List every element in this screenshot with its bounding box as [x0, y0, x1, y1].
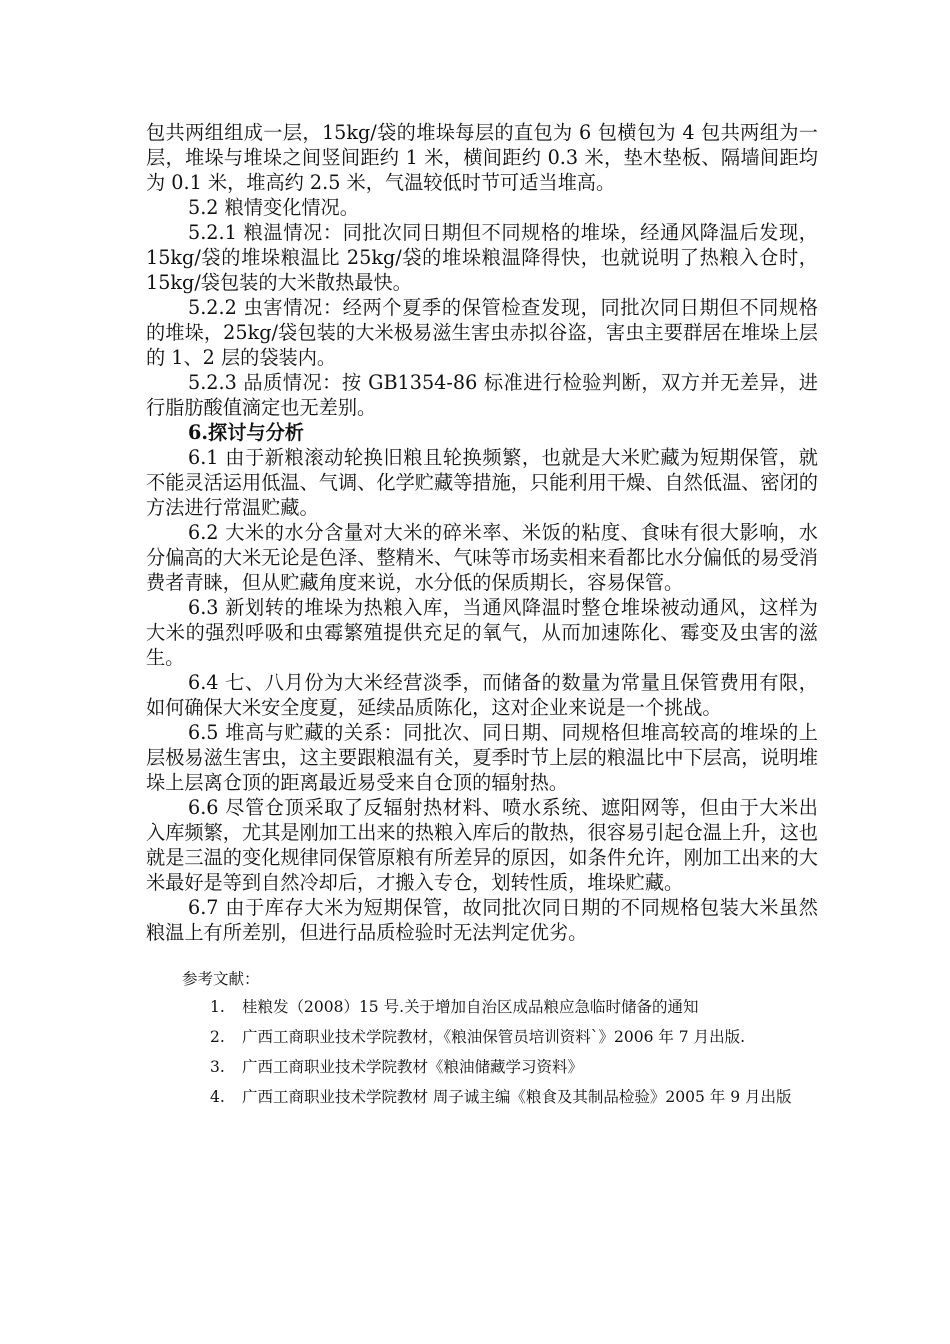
references-section [146, 967, 818, 1109]
reference-number: 2. [210, 1028, 225, 1046]
section-6-heading: 6.探讨与分析 [188, 421, 304, 444]
reference-text: 桂粮发（2008）15 号.关于增加自治区成品粮应急临时储备的通知 [242, 998, 699, 1016]
document-page [146, 120, 818, 1115]
paragraph-6-2: 6.2 大米的水分含量对大米的碎米率、米饭的粘度、食味有很大影响，水分偏高的大米无论是色泽、整精米、气味等市场卖相来看都比水分偏低的易受消费者青睐，但从贮藏角度来说，水分低的保质期长，容易保管。 [146, 521, 818, 594]
paragraph-6-4: 6.4 七、八月份为大米经营淡季，而储备的数量为常量且保管费用有限，如何确保大米安全度夏，延续品质陈化，这对企业来说是一个挑战。 [146, 671, 818, 719]
reference-number: 1. [210, 998, 225, 1016]
reference-text: 广西工商职业技术学院教材，《粮油保管员培训资料`》2006 年 7 月出版. [242, 1028, 746, 1046]
reference-number: 4. [210, 1088, 225, 1106]
paragraph-6-3: 6.3 新划转的堆垛为热粮入库，当通风降温时整仓堆垛被动通风，这样为大米的强烈呼吸和虫霉繁殖提供充足的氧气，从而加速陈化、霉变及虫害的滋生。 [146, 596, 818, 669]
paragraph-5-2-3: 5.2.3 品质情况：按 GB1354-86 标准进行检验判断，双方并无差异，进行脂肪酸值滴定也无差别。 [146, 371, 818, 419]
paragraph-5-2-2: 5.2.2 虫害情况：经两个夏季的保管检查发现，同批次同日期但不同规格的堆垛，25kg/袋包装的大米极易滋生害虫赤拟谷盗，害虫主要群居在堆垛上层的 1、2 层的袋装内。 [146, 296, 818, 369]
reference-item [146, 1085, 818, 1109]
reference-item [146, 1025, 818, 1049]
paragraph-6-1: 6.1 由于新粮滚动轮换旧粮且轮换频繁，也就是大米贮藏为短期保管，就不能灵活运用低温、气调、化学贮藏等措施，只能利用干燥、自然低温、密闭的方法进行常温贮藏。 [146, 446, 818, 519]
reference-number: 3. [210, 1058, 225, 1076]
paragraph-6-6: 6.6 尽管仓顶采取了反辐射热材料、喷水系统、遮阳网等，但由于大米出入库频繁，尤其是刚加工出来的热粮入库后的散热，很容易引起仓温上升，这也就是三温的变化规律同保管原粮有所差异的原因，如条件允许，刚加工出来的大米最好是等到自然冷却后，才搬入专仓，划转性质，堆垛贮藏。 [146, 796, 818, 894]
reference-item [146, 1055, 818, 1079]
reference-text: 广西工商职业技术学院教材《粮油储藏学习资料》 [242, 1058, 584, 1076]
paragraph-6-7: 6.7 由于库存大米为短期保管，故同批次同日期的不同规格包装大米虽然粮温上有所差别，但进行品质检验时无法判定优劣。 [146, 896, 818, 944]
paragraph-5-2-1: 5.2.1 粮温情况：同批次同日期但不同规格的堆垛，经通风降温后发现，15kg/袋的堆垛粮温比 25kg/袋的堆垛粮温降得快，也就说明了热粮入仓时，15kg/袋包装的大米散热最快。 [146, 221, 818, 294]
paragraph-6-5: 6.5 堆高与贮藏的关系：同批次、同日期、同规格但堆高较高的堆垛的上层极易滋生害虫，这主要跟粮温有关，夏季时节上层的粮温比中下层高，说明堆垛上层离仓顶的距离最近易受来自仓顶的辐射热。 [146, 721, 818, 794]
paragraph-stacking-continued: 包共两组组成一层，15kg/袋的堆垛每层的直包为 6 包横包为 4 包共两组为一层，堆垛与堆垛之间竖间距约 1 米，横间距约 0.3 米，垫木垫板、隔墙间距均为 0.1 米，堆高约 2.5 米，气温较低时节可适当堆高。 [146, 121, 818, 194]
section-5-2-title: 5.2 粮情变化情况。 [188, 196, 359, 219]
reference-item [146, 995, 818, 1019]
reference-text: 广西工商职业技术学院教材 周子诚主编《粮食及其制品检验》2005 年 9 月出版 [242, 1088, 792, 1106]
references-title: 参考文献： [182, 970, 260, 988]
